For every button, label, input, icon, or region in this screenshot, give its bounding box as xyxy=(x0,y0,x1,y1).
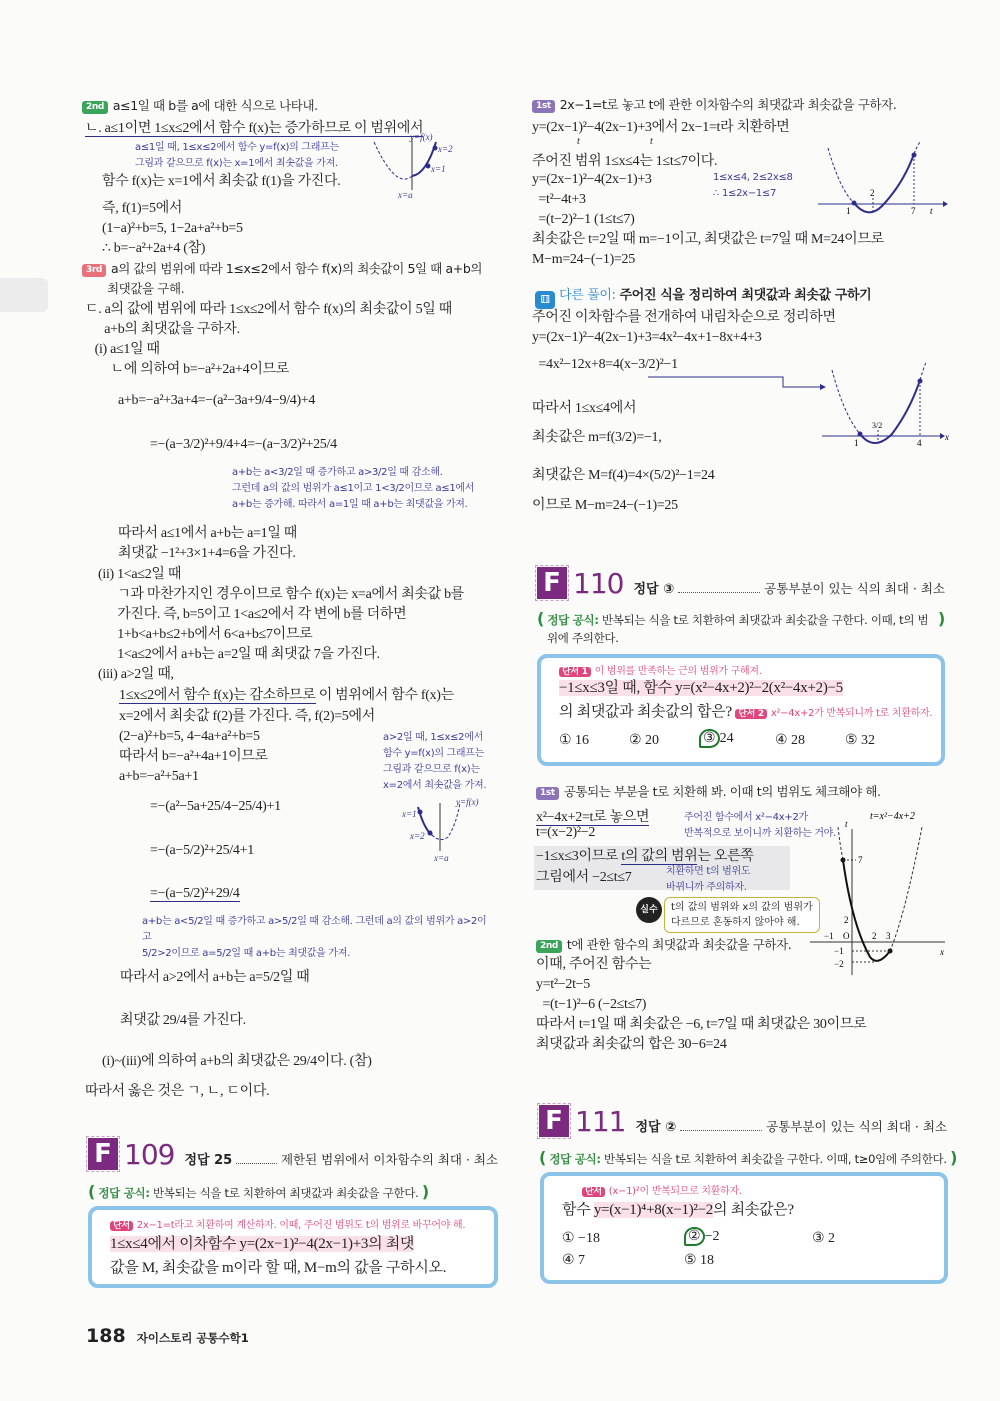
text-line: (2−a)²+b=5, 4−4a+a²+b=5 xyxy=(119,729,260,744)
tick-label: 7 xyxy=(858,855,863,865)
text-line: a+b=−a²+5a+1 xyxy=(119,769,199,784)
text-line: 1<a≤2에서 a+b는 a=2일 때 최댓값 7을 가진다. xyxy=(98,647,380,662)
block-b1 xyxy=(102,199,243,259)
text-line: 따라서 b=−a²+4a+1이므로 xyxy=(119,749,268,764)
choice-1[interactable]: ① −18 xyxy=(562,1231,600,1246)
text-line: y=(2x−1)²−4(2x−1)+3=4x²−4x+1−8x+4+3 xyxy=(532,330,762,345)
tick-label: 1 xyxy=(854,438,859,448)
text-line: 그런데 a의 값의 범위가 a≤1이고 1<3/2이므로 a≤1에서 xyxy=(232,483,475,494)
formula-label: 정답 공식: xyxy=(98,1186,150,1200)
problem-number: 110 xyxy=(573,567,624,600)
axis-label: t xyxy=(845,819,848,829)
choice-2-selected[interactable] xyxy=(684,1228,719,1245)
text-line: 최솟값은 t=2일 때 m=−1이고, 최댓값은 t=7일 때 M=24이므로 xyxy=(532,232,884,247)
problem-letter: F xyxy=(537,567,567,599)
text-line: ㄱ과 마찬가지인 경우이므로 함수 f(x)는 x=a에서 최솟값 b를 xyxy=(98,587,464,602)
eq4: =−(a−5/2)²+25/4+1 xyxy=(150,843,254,858)
block-r4 xyxy=(532,308,836,348)
l3-underlined: t의 값의 범위 xyxy=(621,849,698,864)
r5: =4x²−12x+8=4(x−3/2)²−1 xyxy=(532,357,678,372)
book-title: 자이스토리 공통수학1 xyxy=(136,1331,249,1345)
tick-label: 2 xyxy=(844,915,849,925)
axis-label: x=a xyxy=(434,853,449,863)
text-line: 바뀌니까 주의하자. xyxy=(666,882,747,893)
tick-label: −2 xyxy=(834,959,844,969)
formula-label: 정답 공식: xyxy=(547,613,599,627)
question-box-110 xyxy=(537,654,945,766)
l3-text: −1≤x≤3이므로 xyxy=(536,849,622,864)
text-line: a+b는 증가해. 따라서 a=1일 때 a+b는 최댓값을 가져. xyxy=(232,499,468,510)
graph-x xyxy=(822,360,952,455)
alt-title: 주어진 식을 정리하여 최댓값과 최솟값 구하기 xyxy=(619,288,872,303)
problem-number: 111 xyxy=(575,1105,626,1138)
choice-3-selected[interactable] xyxy=(699,730,734,747)
tick-label: −1 xyxy=(834,946,844,956)
step-text: a의 값의 범위에 따라 1≤x≤2에서 함수 f(x)의 최솟값이 5일 때 a+b의 xyxy=(110,261,483,276)
r8: 최댓값은 M=f(4)=4×(5/2)²−1=24 xyxy=(532,468,715,483)
hint-tag: 단서 2 xyxy=(735,709,767,719)
dot-leader xyxy=(678,592,760,593)
t-mark: t xyxy=(650,136,653,147)
text-line: y=(2x−1)²−4(2x−1)+3 xyxy=(532,172,652,187)
step-badge: 2nd xyxy=(536,940,562,953)
block-b2 xyxy=(85,300,452,380)
answer: 정답 ③ xyxy=(633,582,675,597)
mistake-icon: 실수 xyxy=(636,897,662,923)
text-line: ㄴ에 의하여 b=−a²+2a+4이므로 xyxy=(85,362,289,377)
tick-label: 3 xyxy=(886,931,891,941)
b5-rest: 이 범위에서 함수 f(x)는 xyxy=(315,688,454,703)
question-box-111 xyxy=(540,1172,948,1284)
t-mark: t xyxy=(577,136,580,147)
answer-formula: ( 정답 공식: 반복되는 식을 t로 치환하여 최댓값과 최솟값을 구한다. 이때, t의 범 ) 위에 주의한다. xyxy=(537,609,945,645)
r7: 최솟값은 m=f(3/2)=−1, xyxy=(532,430,662,445)
tick-label: 4 xyxy=(917,438,922,448)
point-label: x=2 xyxy=(410,831,425,841)
b5-underlined: 1≤x≤2에서 함수 f(x)는 감소하므로 xyxy=(119,688,316,703)
text-line: 그림과 같으므로 f(x)는 xyxy=(383,764,480,775)
hint-text: x²−4x+2가 반복되니까 t로 치환하자. xyxy=(770,708,933,719)
text-line: a≤1일 때, 1≤x≤2에서 함수 y=f(x)의 그래프는 xyxy=(135,142,339,153)
l4: 그림에서 −2≤t≤7 xyxy=(536,870,632,885)
text-line: 주어진 이차함수를 전개하여 내림차순으로 정리하면 xyxy=(532,310,836,325)
axis-label: x=a xyxy=(398,190,413,200)
curve-label: y=f(x) xyxy=(410,132,433,142)
l3 xyxy=(536,845,754,865)
formula-text: 위에 주의한다. xyxy=(547,631,619,645)
text-line: =t²−4t+3 xyxy=(532,192,586,207)
note4 xyxy=(142,914,492,962)
question-text: 1≤x≤4에서 이차함수 y=(2x−1)²−4(2x−1)+3의 최댓 xyxy=(110,1236,415,1252)
dot-leader xyxy=(680,1130,762,1131)
question-text: 값을 M, 최솟값을 m이라 할 때, M−m의 값을 구하시오. xyxy=(110,1260,447,1276)
block-b3 xyxy=(118,524,297,564)
step-2nd xyxy=(82,96,318,114)
note2 xyxy=(232,465,474,513)
text-line: 반복적으로 보이니까 치환하는 거야. xyxy=(684,828,836,839)
block-b4 xyxy=(98,565,464,685)
text-line: a+b는 a<3/2일 때 증가하고 a>3/2일 때 감소해. xyxy=(232,467,443,478)
point-label: x=1 xyxy=(402,809,417,819)
mistake-callout xyxy=(664,897,820,933)
alt-solution-header xyxy=(535,284,871,309)
formula-text: 반복되는 식을 t로 치환하여 최댓값과 최솟값을 구한다. 이때, t의 범 xyxy=(601,613,929,627)
problem-header-109 xyxy=(88,1138,498,1170)
choice-value: −2 xyxy=(704,1229,720,1244)
graph-t xyxy=(818,140,948,220)
choice-4[interactable]: ④ 7 xyxy=(562,1253,586,1268)
hint-tag: 단서 xyxy=(110,1221,133,1231)
n-note xyxy=(135,140,339,172)
step-badge: 3rd xyxy=(82,264,106,277)
choice-2[interactable]: ② 20 xyxy=(629,733,660,748)
axis-label: x xyxy=(945,432,949,442)
step-text: a≤1일 때 b를 a에 대한 식으로 나타내. xyxy=(112,98,318,113)
formula-label: 정답 공식: xyxy=(549,1152,601,1166)
b10: 따라서 옳은 것은 ㄱ, ㄴ, ㄷ이다. xyxy=(85,1084,270,1099)
step-3rd xyxy=(82,259,482,299)
question-equation: y=(x−1)⁴+8(x−1)²−2 xyxy=(593,1202,713,1218)
problem-letter: F xyxy=(539,1105,569,1137)
r2: 주어진 범위 1≤x≤4는 1≤t≤7이다. xyxy=(532,154,718,169)
answer: 정답 ② xyxy=(635,1120,677,1135)
r3-note xyxy=(713,170,793,202)
step-text: 최댓값을 구해. xyxy=(107,281,185,296)
text-line: (iii) a>2일 때, xyxy=(98,667,174,682)
r9: 이므로 M−m=24−(−1)=25 xyxy=(532,498,678,513)
graph-t-x xyxy=(800,805,950,980)
tick-label: 1 xyxy=(846,206,851,216)
eq5 xyxy=(150,886,240,902)
text-line: a+b는 a<5/2일 때 증가하고 a>5/2일 때 감소해. 그런데 a의 값의 범위가 a>2이고 xyxy=(142,916,487,943)
vertex-label: 2 xyxy=(870,188,875,198)
r1: y=(2x−1)²−4(2x−1)+3에서 2x−1=t라 치환하면 xyxy=(532,120,790,135)
step-1st xyxy=(532,95,896,113)
eq1: a+b=−a²+3a+4=−(a²−3a+9/4−9/4)+4 xyxy=(118,393,316,408)
problem-number: 109 xyxy=(124,1138,175,1171)
choice-1[interactable]: ① 16 xyxy=(559,733,590,748)
graph-title: t=x²−4x+2 xyxy=(870,811,915,822)
text-line: t의 값의 범위와 x의 값의 범위가 xyxy=(671,902,813,913)
edge-tab xyxy=(0,278,48,312)
text-line: 즉, f(1)=5에서 xyxy=(102,201,183,216)
step-text: 2x−1=t로 놓고 t에 관한 이차함수의 최댓값과 최솟값을 구하자. xyxy=(559,97,897,112)
arrow-line xyxy=(648,375,828,395)
text-line: ㄷ. a의 값에 범위에 따라 1≤x≤2에서 함수 f(x)의 최솟값이 5일 때 xyxy=(85,302,452,317)
answer-formula: ( 정답 공식: 반복되는 식을 t로 치환하여 최댓값과 최솟값을 구한다. ) xyxy=(88,1182,429,1201)
step-badge: 1st xyxy=(536,787,559,800)
curve-label: y=f(x) xyxy=(456,797,479,807)
text-line: a+b의 최댓값을 구하자. xyxy=(85,322,240,337)
origin-label: O xyxy=(843,931,850,941)
topic: 공통부분이 있는 식의 최대 · 최소 xyxy=(764,581,945,596)
problem-letter: F xyxy=(88,1138,118,1170)
point-label: x=1 xyxy=(431,164,446,174)
step-badge: 2nd xyxy=(82,101,108,114)
problem-header-111 xyxy=(539,1105,947,1137)
text-line: 1≤x≤4, 2≤2x≤8 xyxy=(713,172,793,183)
text-line: =(t−2)²−1 (1≤t≤7) xyxy=(532,212,635,227)
dot-leader xyxy=(236,1163,277,1164)
text-line: a>2일 때, 1≤x≤2에서 xyxy=(383,732,483,743)
l1 xyxy=(536,806,649,826)
eq5-text: =−(a−5/2)²+29/4 xyxy=(150,886,240,901)
text-line: =(t−1)²−6 (−2≤t≤7) xyxy=(536,997,647,1012)
question-text: 함수 xyxy=(562,1202,594,1218)
n-line-text: ㄴ. a≤1이면 1≤x≤2에서 함수 f(x)는 증가하므로 이 범위에서 xyxy=(85,121,424,136)
text-line: 5/2>2이므로 a=5/2일 때 a+b는 최댓값을 가져. xyxy=(142,948,350,959)
text-line: M−m=24−(−1)=25 xyxy=(532,252,635,267)
note3 xyxy=(383,730,486,794)
step-text: 공통되는 부분을 t로 치환해 봐. 이때 t의 범위도 체크해야 해. xyxy=(563,784,881,799)
step-1st xyxy=(536,782,881,800)
step-badge: 1st xyxy=(532,100,555,113)
question-text: 의 최솟값은? xyxy=(712,1202,794,1218)
hint-text: (x−1)²이 반복되므로 치환하자. xyxy=(608,1186,742,1197)
text-line: x=2에서 최솟값 f(2)를 가진다. 즉, f(2)=5에서 xyxy=(119,709,375,724)
answer-formula: ( 정답 공식: 반복되는 식을 t로 치환하여 최솟값을 구한다. 이때, t≥0임에 주의한다. ) xyxy=(539,1148,958,1167)
axis-label: t xyxy=(930,206,933,216)
iii-graph xyxy=(400,795,500,865)
vertex-label: 3/2 xyxy=(872,421,883,430)
text-line: ∴ 1≤2x−1≤7 xyxy=(713,188,777,199)
formula-text: 반복되는 식을 t로 치환하여 최댓값과 최솟값을 구한다. xyxy=(152,1186,419,1200)
text-line: 최댓값 −1²+3×1+4=6을 가진다. xyxy=(118,546,296,561)
l4-note xyxy=(666,864,750,896)
dice-icon: ⚅ xyxy=(535,291,555,309)
text-line: (ii) 1<a≤2일 때 xyxy=(98,567,182,582)
text-line: 가진다. 즉, b=5이고 1<a≤2에서 각 변에 b를 더하면 xyxy=(98,607,407,622)
r6: 따라서 1≤x≤4에서 xyxy=(532,401,637,416)
b5 xyxy=(119,684,454,704)
text-line: ∴ b=−a²+2a+4 (참) xyxy=(102,241,206,256)
problem-header-110 xyxy=(537,567,945,599)
text-line: 따라서 t=1일 때 최솟값은 −6, t=7일 때 최댓값은 30이므로 xyxy=(536,1017,867,1032)
text-line: 따라서 a≤1에서 a+b는 a=1일 때 xyxy=(118,526,298,541)
text-line: 다르므로 혼동하지 않아야 해. xyxy=(671,917,800,928)
text-line: 최댓값과 최솟값의 합은 30−6=24 xyxy=(536,1037,727,1052)
text-line: 주어진 함수에서 x²−4x+2가 xyxy=(684,812,808,823)
text-line: 함수 y=f(x)의 그래프는 xyxy=(383,748,485,759)
b7: 따라서 a>2에서 a+b는 a=5/2일 때 xyxy=(120,970,310,985)
text-line: (i) a≤1일 때 xyxy=(85,342,160,357)
topic: 공통부분이 있는 식의 최대 · 최소 xyxy=(766,1119,947,1134)
b8: 최댓값 29/4를 가진다. xyxy=(120,1013,246,1028)
tick-label: −1 xyxy=(824,931,834,941)
hint-text: 2x−1=t라고 치환하여 계산하자. 이때, 주어진 범위도 t의 범위로 바꾸어야 해. xyxy=(136,1220,466,1231)
topic: 제한된 범위에서 이차함수의 최대 · 최소 xyxy=(280,1152,498,1167)
text-line: 1+b<a+b≤2+b에서 6<a+b≤7이므로 xyxy=(98,627,313,642)
choice-value: 24 xyxy=(719,731,734,746)
hint-tag: 단서 xyxy=(582,1187,605,1197)
l3-text: 는 오른쪽 xyxy=(697,849,754,864)
eq3: =−(a²−5a+25/4−25/4)+1 xyxy=(150,799,281,814)
footer xyxy=(86,1325,249,1347)
text-line: (1−a)²+b=5, 1−2a+a²+b=5 xyxy=(102,221,243,236)
page-number: 188 xyxy=(86,1325,126,1347)
choice-marker: ② xyxy=(684,1227,705,1246)
eq2: =−(a−3/2)²+9/4+4=−(a−3/2)²+25/4 xyxy=(150,437,337,452)
choice-4[interactable]: ④ 28 xyxy=(775,733,806,748)
choice-marker: ③ xyxy=(699,729,720,748)
answer: 정답 25 xyxy=(184,1153,233,1168)
hint-tag: 단서 1 xyxy=(559,667,591,677)
point-label: x=2 xyxy=(438,144,453,154)
text-line: x=2에서 최솟값을 가져. xyxy=(383,780,487,791)
axis-label: x xyxy=(940,947,944,957)
formula-text: 반복되는 식을 t로 치환하여 최솟값을 구한다. 이때, t≥0임에 주의한다. xyxy=(603,1152,947,1166)
n-graph xyxy=(366,130,466,200)
text-line: 치환하면 t의 범위도 xyxy=(666,866,751,877)
step-text: t에 관한 함수의 최댓값과 최솟값을 구하자. xyxy=(566,937,792,952)
step-2nd xyxy=(536,935,791,953)
block-b6 xyxy=(119,707,375,787)
l1-text: x²−4x+2=t로 놓으면 xyxy=(536,810,650,825)
text-line: 이때, 주어진 함수는 xyxy=(536,957,652,972)
alt-label: 다른 풀이: xyxy=(559,288,616,303)
hint-text: 이 범위를 만족하는 근의 범위가 구해져. xyxy=(594,666,762,677)
text-line: y=t²−2t−5 xyxy=(536,977,590,992)
n-cont: 함수 f(x)는 x=1에서 최솟값 f(1)을 가진다. xyxy=(102,174,341,189)
tick-label: 7 xyxy=(911,206,916,216)
question-box-109 xyxy=(88,1206,498,1288)
b9: (i)~(iii)에 의하여 a+b의 최댓값은 29/4이다. (참) xyxy=(102,1054,372,1069)
question-text: 의 최댓값과 최솟값의 합은? xyxy=(559,704,732,720)
l2: t=(x−2)²−2 xyxy=(536,825,596,840)
choice-3[interactable]: ③ 2 xyxy=(812,1231,836,1246)
question-text: −1≤x≤3일 때, 함수 y=(x²−4x+2)²−2(x²−4x+2)−5 xyxy=(559,680,843,696)
text-line: 그림과 같으므로 f(x)는 x=1에서 최솟값을 가져. xyxy=(135,158,338,169)
choice-5[interactable]: ⑤ 18 xyxy=(684,1253,715,1268)
tick-label: 2 xyxy=(872,931,877,941)
choice-5[interactable]: ⑤ 32 xyxy=(845,733,876,748)
